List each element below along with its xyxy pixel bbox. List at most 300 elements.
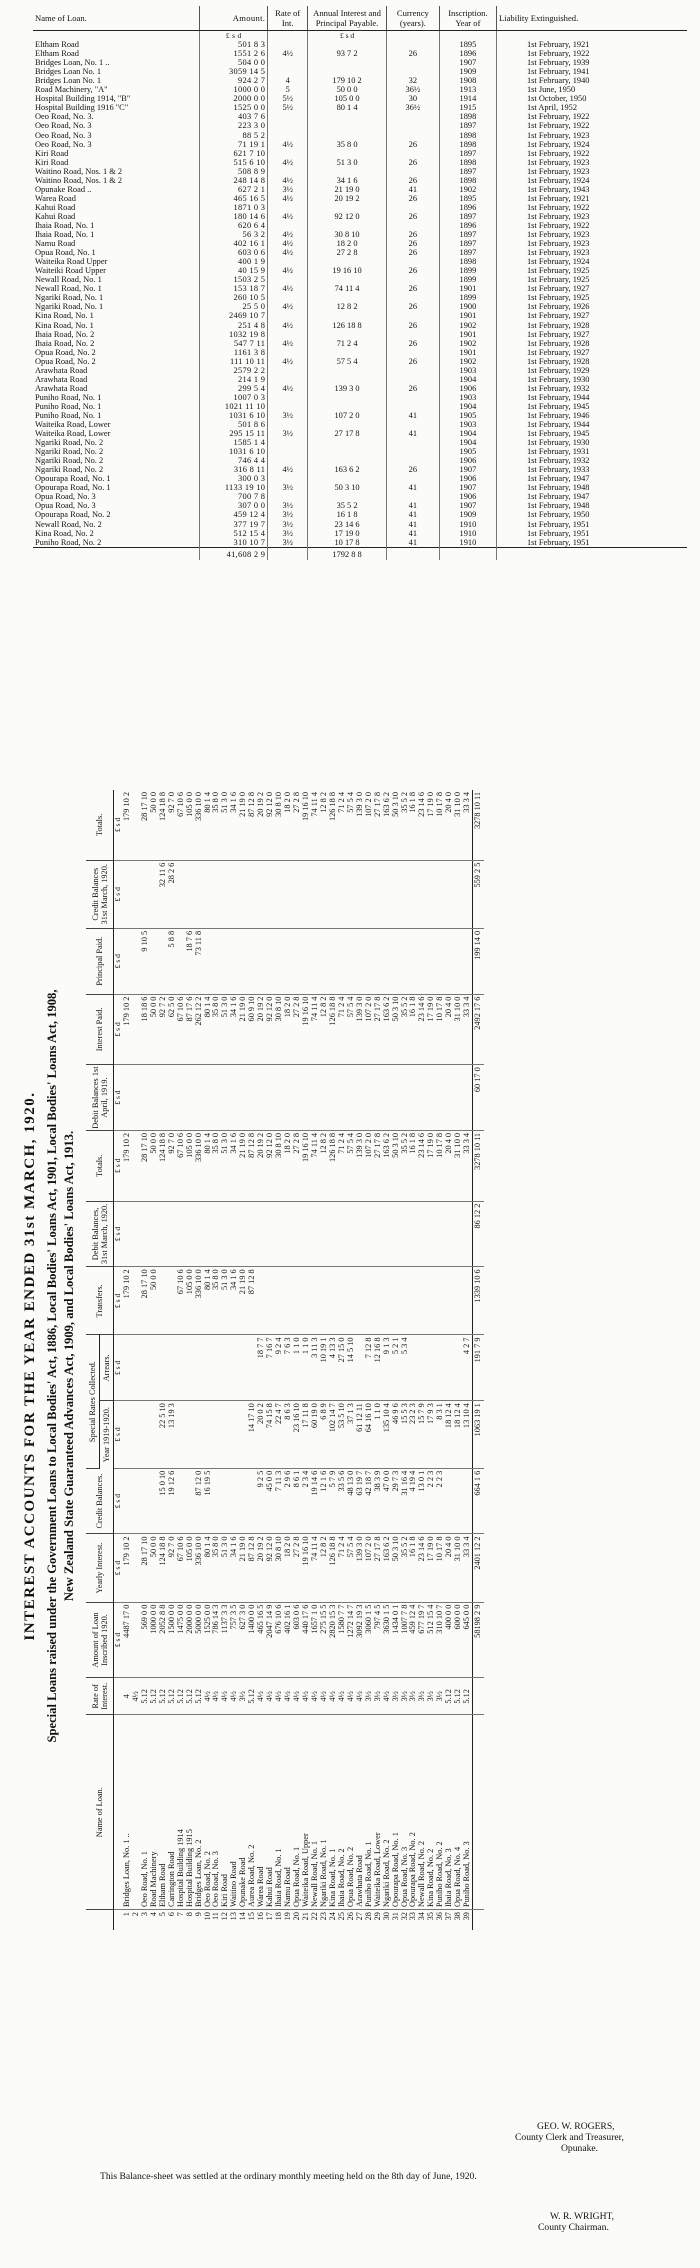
cell-principal-paid: [266, 928, 275, 994]
cell-annual-payable: 92 12 0: [308, 212, 387, 221]
cell-annual-payable: [308, 330, 387, 339]
cell-amount-inscribed: 2820 15 3: [329, 1602, 338, 1678]
cell-arrears: [132, 1335, 141, 1401]
cell-totals2: 126 18 8: [329, 790, 338, 860]
units-cell: £ s d: [114, 790, 123, 860]
cell-inscription-year: 1907: [439, 501, 496, 510]
table-row: [33, 420, 687, 429]
cell-loan-name: Arawhata Road: [35, 365, 88, 375]
table-row: [427, 790, 436, 1930]
table-row: [33, 103, 687, 112]
cell-amount: 71 19 1: [200, 140, 268, 149]
cell-liability-extinguished: 1st February, 1930: [496, 438, 687, 447]
cell-no: 9: [193, 1912, 203, 1917]
cell-interest-paid: 19 16 10: [302, 994, 311, 1065]
cell-yearly-interest: 107 2 0: [365, 1534, 374, 1602]
cell-amount-inscribed: 757 3 5: [230, 1602, 239, 1678]
cell-rate: 5: [268, 85, 308, 94]
cell-totals: 18 2 0: [284, 1130, 293, 1201]
totals-cell: [33, 547, 200, 560]
cell-arrears: 7 6 3: [284, 1335, 293, 1401]
units-cell: £ s d: [114, 1534, 123, 1602]
cell-arrears: 5 3 4: [401, 1335, 410, 1401]
cell-credit-balance: 15 0 10: [159, 1468, 168, 1534]
cell-rate: 4: [123, 1678, 132, 1715]
table-row: [177, 790, 186, 1930]
cell-amount: 260 10 5: [200, 293, 268, 302]
cell-loan-name: Opua Road, No. 2: [347, 1715, 356, 1910]
table-header-row: [86, 790, 100, 1930]
cell-credit-balance-1920: [284, 860, 293, 928]
cell-debit-balance-1919: [356, 1065, 365, 1131]
cell-principal-paid: [347, 928, 356, 994]
clerk-signature-block: [515, 2121, 685, 2154]
cell-totals: 23 14 6: [418, 1130, 427, 1201]
table-row: [33, 520, 687, 529]
table-row: [33, 330, 687, 339]
cell-currency: [386, 112, 439, 121]
cell-debit-balance-1920: [212, 1201, 221, 1267]
cell-debit-balance-1920: [284, 1201, 293, 1267]
cell-inscription-year: 1906: [439, 456, 496, 465]
totals-row: [473, 790, 485, 1930]
cell-rate: [268, 149, 308, 158]
cell-inscription-year: 1904: [439, 375, 496, 384]
cell-totals2: 27 17 8: [374, 790, 383, 860]
cell-currency: 26: [386, 339, 439, 348]
cell-rate: 3½: [401, 1678, 410, 1715]
cell-transfers: 34 1 6: [230, 1267, 239, 1335]
cell-amount: 924 2 7: [200, 76, 268, 85]
cell-liability-extinguished: 1st February, 1921: [496, 194, 687, 203]
cell-debit-balance-1919: [347, 1065, 356, 1131]
cell-annual-payable: 10 17 8: [308, 538, 387, 548]
cell-interest-paid: 87 17 6: [186, 994, 195, 1065]
units-cell: £ s d: [114, 928, 123, 994]
cell-interest-paid: 27 17 8: [374, 994, 383, 1065]
cell-credit-balance: 38 3 9: [374, 1468, 383, 1534]
cell-transfers: [320, 1267, 329, 1335]
units-cell: £ s d: [114, 1468, 123, 1534]
cell-amount: 1133 19 10: [200, 483, 268, 492]
cell-credit-balance: 42 18 7: [365, 1468, 374, 1534]
cell-no: 5: [157, 1912, 167, 1917]
cell-currency: 26: [386, 212, 439, 221]
cell-rate: [268, 203, 308, 212]
cell-transfers: [356, 1267, 365, 1335]
cell-debit-balance-1920: [356, 1201, 365, 1267]
cell-rate: 5.12: [186, 1678, 195, 1715]
cell-rate: 5.12: [159, 1678, 168, 1715]
cell-credit-balance-1920: [302, 860, 311, 928]
cell-totals: 124 18 8: [159, 1130, 168, 1201]
cell-credit-balance-1920: [347, 860, 356, 928]
cell-liability-extinguished: 1st June, 1950: [496, 85, 687, 94]
cell-rates-year: 14 17 10: [248, 1401, 257, 1469]
cell-annual-payable: 30 8 10: [308, 230, 387, 239]
cell-principal-paid: [454, 928, 463, 994]
cell-loan-name: Ngariki Road, No. 2: [35, 456, 104, 466]
cell-rate: [268, 366, 308, 375]
cell-loan-name: Puniho Road, No. 1: [35, 410, 102, 420]
cell-totals2: 124 18 8: [159, 790, 168, 860]
cell-loan-name: Waiteika Road, Lower: [374, 1715, 383, 1910]
cell-currency: 41: [386, 185, 439, 194]
cell-amount: 1525 0 0: [200, 103, 268, 112]
cell-loan-name: Warea Road: [257, 1715, 266, 1910]
cell-annual-payable: [308, 474, 387, 483]
cell-no: 6: [166, 1912, 176, 1917]
cell-debit-balance-1920: [275, 1201, 284, 1267]
cell-debit-balance-1920: [302, 1201, 311, 1267]
cell-amount: 300 0 3: [200, 474, 268, 483]
cell-credit-balance: 45 0 0: [266, 1468, 275, 1534]
table-row: [33, 375, 687, 384]
cell-loan-name: Eltham Road: [159, 1715, 168, 1910]
cell-rates-year: 46 9 6: [392, 1401, 401, 1469]
cell-loan-name: Opua Road, No. 1: [35, 248, 96, 258]
total-yearly-interest: 2401 12 2: [473, 1534, 485, 1602]
cell-loan-name: Puniho Road, No. 2: [35, 537, 102, 547]
cell-totals: 28 17 10: [141, 1130, 150, 1201]
cell-currency: [386, 149, 439, 158]
cell-currency: [386, 330, 439, 339]
cell-inscription-year: 1909: [439, 510, 496, 519]
cell-currency: 26: [386, 194, 439, 203]
cell-amount: 700 7 8: [200, 492, 268, 501]
cell-rates-year: 18 12 4: [454, 1401, 463, 1469]
cell-debit-balance-1919: [266, 1065, 275, 1131]
cell-debit-balance-1919: [445, 1065, 454, 1131]
cell-transfers: 51 3 0: [221, 1267, 230, 1335]
cell-inscription-year: 1909: [439, 67, 496, 76]
cell-annual-payable: [308, 203, 387, 212]
cell-yearly-interest: 18 2 0: [284, 1534, 293, 1602]
cell-amount-inscribed: 1007 7 8: [401, 1602, 410, 1678]
cell-no: 31: [390, 1912, 400, 1921]
cell-totals2: 20 4 0: [445, 790, 454, 860]
cell-amount: 1551 2 6: [200, 49, 268, 58]
cell-interest-paid: 71 2 4: [338, 994, 347, 1065]
totals-cell: [496, 547, 687, 560]
cell-currency: [386, 58, 439, 67]
cell-amount-inscribed: 1525 0 0: [204, 1602, 213, 1678]
cell-amount: 1031 6 10: [200, 411, 268, 420]
cell-transfers: [257, 1267, 266, 1335]
cell-amount-inscribed: 465 16 5: [257, 1602, 266, 1678]
cell-debit-balance-1919: [392, 1065, 401, 1131]
cell-rate: 4½: [268, 339, 308, 348]
cell-rate: 5.12: [454, 1678, 463, 1715]
cell-amount-inscribed: 3092 19 3: [356, 1602, 365, 1678]
cell-arrears: 3 11 3: [311, 1335, 320, 1401]
cell-liability-extinguished: 1st February, 1928: [496, 339, 687, 348]
cell-rate: 4½: [268, 140, 308, 149]
cell-loan-name: Opourapa Road, No. 2: [35, 510, 111, 520]
table-row: [159, 790, 168, 1930]
cell-totals: 35 8 0: [212, 1130, 221, 1201]
cell-loan-name: Hospital Building 1914: [177, 1715, 186, 1910]
cell-rates-year: 20 0 2: [257, 1401, 266, 1469]
cell-totals: 105 0 0: [186, 1130, 195, 1201]
cell-liability-extinguished: 1st February, 1924: [496, 176, 687, 185]
cell-debit-balance-1919: [383, 1065, 392, 1131]
cell-currency: 26: [386, 284, 439, 293]
cell-yearly-interest: 139 3 0: [356, 1534, 365, 1602]
cell-totals2: 31 10 0: [454, 790, 463, 860]
cell-arrears: 7 12 8: [365, 1335, 374, 1401]
cell-debit-balance-1920: [248, 1201, 257, 1267]
cell-transfers: [392, 1267, 401, 1335]
interest-accounts-table: [86, 790, 484, 1930]
cell-rate: 4½: [257, 1678, 266, 1715]
cell-arrears: [445, 1335, 454, 1401]
cell-amount-inscribed: 1500 0 0: [168, 1602, 177, 1678]
cell-credit-balance: [463, 1468, 472, 1534]
cell-principal-paid: [150, 928, 159, 994]
table-row: [33, 529, 687, 538]
table-row: [401, 790, 410, 1930]
total-transfers: 1339 10 6: [473, 1267, 485, 1335]
cell-amount-inscribed: 797 4 5: [374, 1602, 383, 1678]
cell-rate: 4½: [311, 1678, 320, 1715]
cell-yearly-interest: 27 2 8: [293, 1534, 302, 1602]
cell-credit-balance: [177, 1468, 186, 1534]
cell-rate: [268, 167, 308, 176]
cell-credit-balance: [141, 1468, 150, 1534]
cell-annual-payable: 80 1 4: [308, 103, 387, 112]
table-row: [33, 538, 687, 548]
cell-loan-name: Puniho Road, No. 3: [463, 1715, 472, 1910]
cell-amount: 251 4 8: [200, 321, 268, 330]
totals-cell: [386, 547, 439, 560]
cell-liability-extinguished: 1st February, 1944: [496, 393, 687, 402]
cell-amount-inscribed: 1580 7 7: [338, 1602, 347, 1678]
cell-rates-year: [123, 1401, 132, 1469]
cell-credit-balance-1920: [204, 860, 213, 928]
cell-arrears: [123, 1335, 132, 1401]
cell-currency: 41: [386, 411, 439, 420]
cell-liability-extinguished: 1st February, 1945: [496, 402, 687, 411]
cell-annual-payable: [308, 257, 387, 266]
cell-liability-extinguished: 1st February, 1922: [496, 121, 687, 130]
cell-annual-payable: 163 6 2: [308, 465, 387, 474]
cell-rate: 3½: [418, 1678, 427, 1715]
cell-arrears: [409, 1335, 418, 1401]
cell-totals2: 27 2 8: [293, 790, 302, 860]
cell-loan-name: Opunake Road ..: [35, 184, 92, 194]
cell-inscription-year: 1904: [439, 402, 496, 411]
cell-no: 34: [417, 1912, 427, 1921]
cell-debit-balance-1920: [427, 1201, 436, 1267]
cell-interest-paid: 18 18 6: [141, 994, 150, 1065]
cell-arrears: 18 7 7: [257, 1335, 266, 1401]
cell-rate: 5.12: [195, 1678, 204, 1715]
cell-liability-extinguished: 1st February, 1948: [496, 483, 687, 492]
cell-liability-extinguished: 1st February, 1925: [496, 275, 687, 284]
cell-inscription-year: 1902: [439, 185, 496, 194]
cell-liability-extinguished: 1st February, 1943: [496, 185, 687, 194]
cell-annual-payable: 35 8 0: [308, 140, 387, 149]
cell-currency: [386, 393, 439, 402]
cell-debit-balance-1920: [454, 1201, 463, 1267]
cell-currency: 26: [386, 176, 439, 185]
cell-amount-inscribed: 3060 1 5: [365, 1602, 374, 1678]
cell-transfers: 50 0 0: [150, 1267, 159, 1335]
cell-annual-payable: 51 3 0: [308, 158, 387, 167]
cell-inscription-year: 1905: [439, 447, 496, 456]
cell-no: 22: [309, 1912, 319, 1921]
cell-annual-payable: [308, 67, 387, 76]
cell-no: 37: [444, 1912, 454, 1921]
cell-totals2: 92 12 0: [266, 790, 275, 860]
cell-loan-name: Oeo Road, No. 3: [212, 1715, 221, 1910]
cell-rate: 5.12: [445, 1678, 454, 1715]
cell-debit-balance-1919: [329, 1065, 338, 1131]
cell-credit-balance: 12 1 6: [320, 1468, 329, 1534]
cell-no: 10: [202, 1912, 212, 1921]
cell-loan-name: Ihaia Road, No. 2: [338, 1715, 347, 1910]
cell-credit-balance-1920: [418, 860, 427, 928]
cell-credit-balance: 7 11 3: [275, 1468, 284, 1534]
cell-principal-paid: [356, 928, 365, 994]
cell-loan-name: Ngariki Road, No. 1: [35, 293, 104, 303]
cell-debit-balance-1920: [347, 1201, 356, 1267]
cell-amount-inscribed: 459 12 4: [409, 1602, 418, 1678]
col-header-totals: Totals.: [86, 1130, 114, 1201]
cell-rate: [268, 474, 308, 483]
cell-interest-paid: 35 5 2: [401, 994, 410, 1065]
cell-totals2: 57 5 4: [347, 790, 356, 860]
cell-loan-name: Puniho Road, No. 1: [35, 392, 102, 402]
cell-loan-name: Oeo Road, No. 1: [141, 1715, 150, 1910]
table-row: [33, 185, 687, 194]
cell-debit-balance-1919: [463, 1065, 472, 1131]
cell-debit-balance-1920: [463, 1201, 472, 1267]
cell-credit-balance: 4 19 4: [409, 1468, 418, 1534]
cell-loan-name: Newall Road, No. 1: [311, 1715, 320, 1910]
cell-debit-balance-1919: [186, 1065, 195, 1131]
cell-totals: 34 1 6: [230, 1130, 239, 1201]
total-no: [473, 1910, 485, 1930]
table-row: [33, 293, 687, 302]
cell-totals: 19 16 10: [302, 1130, 311, 1201]
cell-debit-balance-1919: [320, 1065, 329, 1131]
table-row: [275, 790, 284, 1930]
cell-amount-inscribed: 1434 0 1: [392, 1602, 401, 1678]
cell-amount-inscribed: 600 0 0: [454, 1602, 463, 1678]
cell-credit-balance: [132, 1468, 141, 1534]
cell-credit-balance: 16 19 5: [204, 1468, 213, 1534]
cell-rates-year: [230, 1401, 239, 1469]
cell-debit-balance-1919: [409, 1065, 418, 1131]
cell-amount: 214 1 9: [200, 375, 268, 384]
cell-credit-balance: 2 9 6: [284, 1468, 293, 1534]
cell-principal-paid: [302, 928, 311, 994]
cell-yearly-interest: 21 19 0: [239, 1534, 248, 1602]
cell-amount: 1585 1 4: [200, 438, 268, 447]
cell-inscription-year: 1898: [439, 176, 496, 185]
cell-totals2: 139 3 0: [356, 790, 365, 860]
cell-interest-paid: 17 19 0: [427, 994, 436, 1065]
cell-inscription-year: 1896: [439, 221, 496, 230]
cell-totals: 50 3 10: [392, 1130, 401, 1201]
cell-inscription-year: 1900: [439, 302, 496, 311]
cell-debit-balance-1919: [150, 1065, 159, 1131]
cell-amount-inscribed: 2047 14 9: [266, 1602, 275, 1678]
cell-loan-name: Ngariki Road, No. 2: [35, 447, 104, 457]
cell-currency: 26: [386, 266, 439, 275]
cell-totals: 51 3 0: [221, 1130, 230, 1201]
cell-amount: 310 10 7: [200, 538, 268, 548]
table-row: [33, 483, 687, 492]
table-row: [33, 348, 687, 357]
cell-rate: 4½: [268, 158, 308, 167]
cell-totals: 31 10 0: [454, 1130, 463, 1201]
cell-rate: 4½: [266, 1678, 275, 1715]
cell-credit-balance-1920: [401, 860, 410, 928]
cell-credit-balance: [445, 1468, 454, 1534]
table-row: [33, 194, 687, 203]
cell-rate: 4½: [268, 49, 308, 58]
cell-amount: 2469 10 7: [200, 311, 268, 320]
cell-inscription-year: 1903: [439, 393, 496, 402]
cell-rate: 3½: [239, 1678, 248, 1715]
cell-rates-year: 18 12 4: [445, 1401, 454, 1469]
cell-annual-payable: 35 5 2: [308, 501, 387, 510]
cell-currency: 41: [386, 529, 439, 538]
cell-rates-year: 22 5 10: [159, 1401, 168, 1469]
cell-annual-payable: [308, 131, 387, 140]
table-row: [33, 230, 687, 239]
cell-inscription-year: 1901: [439, 311, 496, 320]
cell-loan-name: Waiteiki Road Upper: [35, 266, 106, 276]
table-row: [257, 790, 266, 1930]
cell-loan-name: Kina Road, No. 2: [35, 528, 94, 538]
cell-interest-paid: 51 3 0: [221, 994, 230, 1065]
cell-principal-paid: [230, 928, 239, 994]
cell-liability-extinguished: 1st February, 1925: [496, 293, 687, 302]
cell-rate: 4½: [268, 239, 308, 248]
cell-arrears: [212, 1335, 221, 1401]
cell-rate: 5.12: [168, 1678, 177, 1715]
cell-credit-balance-1920: [123, 860, 132, 928]
cell-debit-balance-1919: [374, 1065, 383, 1131]
cell-principal-paid: [320, 928, 329, 994]
cell-no: 25: [336, 1912, 346, 1921]
cell-yearly-interest: 126 18 8: [329, 1534, 338, 1602]
cell-amount-inscribed: 645 0 0: [463, 1602, 472, 1678]
total-debit-balance-1920: 86 12 2: [473, 1201, 485, 1267]
cell-no: 36: [435, 1912, 445, 1921]
cell-debit-balance-1920: [159, 1201, 168, 1267]
cell-inscription-year: 1897: [439, 239, 496, 248]
cell-credit-balance-1920: [195, 860, 204, 928]
cell-rates-year: [186, 1401, 195, 1469]
cell-inscription-year: 1903: [439, 366, 496, 375]
cell-rates-year: 22 4 7: [275, 1401, 284, 1469]
cell-amount-inscribed: 603 0 6: [293, 1602, 302, 1678]
cell-rate: 3½: [409, 1678, 418, 1715]
cell-loan-name: Newall Road, No. 1: [35, 284, 102, 294]
cell-yearly-interest: 50 3 10: [392, 1534, 401, 1602]
cell-arrears: 1 1 0: [302, 1335, 311, 1401]
cell-interest-paid: 92 12 0: [266, 994, 275, 1065]
cell-rate: 4½: [268, 384, 308, 393]
cell-currency: [386, 275, 439, 284]
cell-loan-name: Opourapa Road, No. 1: [392, 1715, 401, 1910]
cell-annual-payable: [308, 293, 387, 302]
